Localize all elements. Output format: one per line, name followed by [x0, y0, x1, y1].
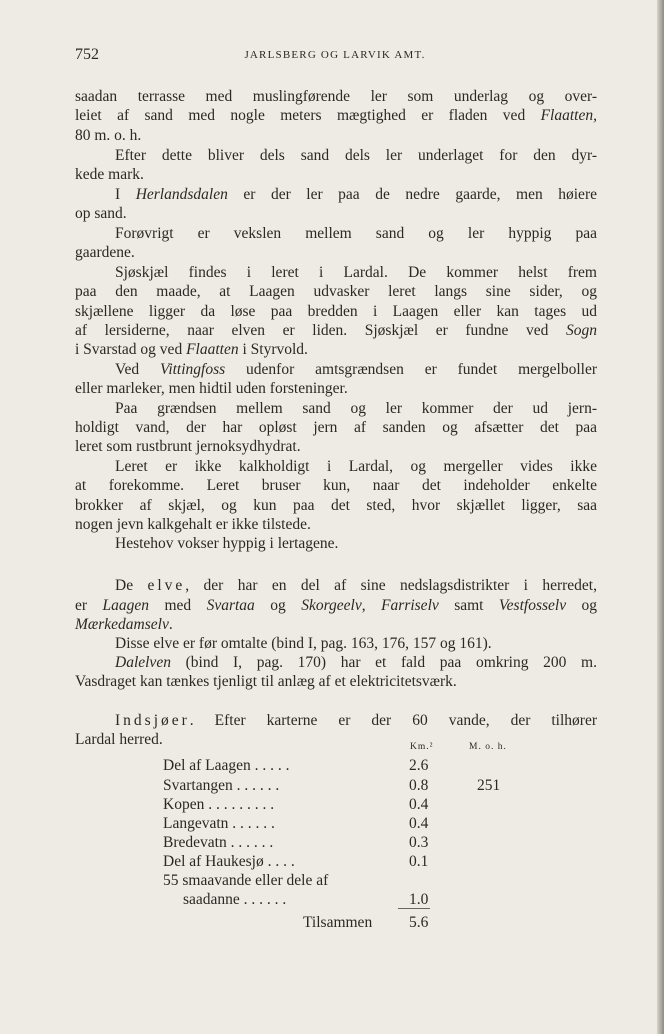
text-segment: gaardene. [75, 244, 135, 261]
text-line [75, 225, 597, 243]
text-segment: . [168, 616, 173, 633]
text-segment: 80 m. o. h. [75, 127, 142, 144]
text-line [75, 477, 597, 495]
table-row [163, 757, 603, 776]
text-segment: Dalelven [115, 654, 171, 671]
text-segment: Sogn [566, 322, 597, 339]
page-number: 752 [75, 46, 99, 63]
table-row [163, 815, 603, 834]
lake-name: Bredevatn . . . . . . [163, 834, 274, 851]
text-segment: eller marleker, men hidtil uden forsteninger. [75, 380, 348, 397]
text-segment: Lardal herred. [75, 731, 163, 748]
lake-name: saadanne . . . . . . [183, 891, 287, 908]
total-km2: 5.6 [409, 914, 429, 931]
text-segment: Svartaa [206, 597, 255, 614]
text-line [75, 107, 597, 125]
text-segment: udenfor amtsgrændsen er fundet mergelboller [225, 361, 598, 378]
text-line [75, 147, 597, 165]
text-line [75, 127, 597, 145]
lake-area: 0.4 [409, 815, 429, 832]
text-line [75, 635, 597, 653]
text-segment: elve [147, 577, 186, 594]
text-segment: af lersiderne, naar elven er liden. Sjøskjæl er fundne ved [75, 322, 566, 339]
text-line [75, 438, 597, 456]
table-row [163, 796, 603, 815]
text-line [75, 535, 597, 553]
text-segment: Disse elve er før omtalte (bind I, pag. 163, 176, 157 og 161). [115, 635, 492, 652]
text-line [75, 577, 597, 595]
text-segment: I [115, 186, 136, 203]
table-total-row [163, 914, 603, 933]
text-segment: i Styrvold. [238, 341, 308, 358]
column-header-moh: M. o. h. [469, 742, 507, 752]
lake-area: 0.1 [409, 853, 429, 870]
text-line [75, 303, 597, 321]
text-line [75, 497, 597, 515]
text-segment: kede mark. [75, 166, 144, 183]
text-line [75, 597, 597, 615]
table-row [163, 853, 603, 872]
text-line [75, 516, 597, 534]
text-segment: Leret er ikke kalkholdigt i Lardal, og mergeller vides ikke [115, 458, 597, 475]
text-segment: Vittingfoss [160, 361, 226, 378]
text-segment: leret som rustbrunt jernoksydhydrat. [75, 438, 301, 455]
text-line [75, 205, 597, 223]
text-segment: Flaatten [186, 341, 239, 358]
column-header-km2: Km.² [410, 742, 434, 752]
lake-name: 55 smaavande eller dele af [163, 872, 329, 889]
lake-name: Del af Laagen . . . . . [163, 757, 290, 774]
lake-name: Svartangen . . . . . . [163, 777, 280, 794]
text-segment: med [149, 597, 207, 614]
running-title: JARLSBERG OG LARVIK AMT. [244, 49, 426, 61]
text-segment: (bind I, pag. 170) har et fald paa omkring 200 m. [170, 654, 597, 671]
table-row [163, 872, 603, 891]
table-row [163, 834, 603, 853]
text-segment: og [566, 597, 598, 614]
text-segment: De [115, 577, 148, 594]
text-segment: Efter dette bliver dels sand dels ler underlaget for den dyr- [115, 147, 597, 164]
lake-area: 0.3 [409, 834, 429, 851]
text-segment: leiet af sand med nogle meters mægtighed er fladen ved [75, 107, 541, 124]
text-segment: er [75, 597, 103, 614]
text-line [75, 380, 597, 398]
text-segment: at forekomme. Leret bruser kun, naar det indeholder enkelte [75, 477, 597, 494]
text-line [75, 654, 597, 672]
lake-area: 1.0 [409, 891, 429, 908]
text-line [75, 712, 597, 730]
page-header [75, 46, 595, 66]
text-segment: Herlandsdalen [135, 186, 228, 203]
lake-name: Kopen . . . . . . . . . [163, 796, 275, 813]
text-line [75, 186, 597, 204]
text-segment: op sand. [75, 205, 127, 222]
text-line [75, 166, 597, 184]
text-segment: skjællene ligger da løse paa bredden i Laagen eller kan tages ud [75, 303, 597, 320]
text-segment: Flaatten, [540, 107, 597, 124]
lake-area: 0.4 [409, 796, 429, 813]
text-segment: Vestfosselv [498, 597, 567, 614]
text-segment: Forøvrigt er vekslen mellem sand og ler hyppig paa [115, 225, 597, 242]
text-segment: Hestehov vokser hyppig i lertagene. [115, 535, 339, 552]
text-segment: . Efter karterne er der 60 vande, der tilhører [189, 712, 597, 729]
text-line [75, 361, 597, 379]
text-segment: paa den maade, at Laagen udvasker leret langs sine sider, og [75, 283, 597, 300]
lake-area: 2.6 [409, 757, 429, 774]
text-line [75, 616, 597, 634]
lake-elevation: 251 [477, 777, 501, 794]
text-segment: , der har en del af sine nedslagsdistrikter i herredet, [185, 577, 597, 594]
table-row [163, 891, 603, 910]
text-segment: Mærkedamselv [75, 616, 169, 633]
text-segment: Farriselv [381, 597, 439, 614]
text-segment: nogen jevn kalkgehalt er ikke tilstede. [75, 516, 311, 533]
text-line [75, 419, 597, 437]
text-segment: Sjøskjæl findes i leret i Lardal. De kommer helst frem [115, 264, 597, 281]
table-row [163, 777, 603, 796]
text-segment: Laagen [102, 597, 149, 614]
text-segment: Vasdraget kan tænkes tjenligt til anlæg af et elektricitetsværk. [75, 673, 457, 690]
text-segment: i Svarstad og ved [75, 341, 187, 358]
sum-rule [398, 908, 430, 909]
text-segment: er der ler paa de nedre gaarde, men høiere [227, 186, 597, 203]
text-line [75, 400, 597, 418]
text-line [75, 458, 597, 476]
lake-area: 0.8 [409, 777, 429, 794]
text-line [75, 264, 597, 282]
text-line [75, 322, 597, 340]
text-segment: samt [438, 597, 499, 614]
text-segment: holdigt vand, der har opløst jern af sanden og afsætter det paa [75, 419, 597, 436]
text-segment: Indsjøer [115, 712, 190, 729]
text-line [75, 731, 597, 749]
lake-name: Del af Haukesjø . . . . [163, 853, 295, 870]
text-line [75, 341, 597, 359]
text-line [75, 88, 597, 106]
text-segment: Ved [115, 361, 160, 378]
page-edge [657, 0, 664, 1034]
text-segment: brokker af skjæl, og kun paa det sted, hvor skjællet ligger, saa [75, 497, 597, 514]
text-segment: Skorgeelv [301, 597, 362, 614]
text-line [75, 283, 597, 301]
text-line [75, 673, 597, 691]
text-segment: Paa grændsen mellem sand og ler kommer der ud jern- [115, 400, 597, 417]
text-segment: og [254, 597, 302, 614]
text-line [75, 244, 597, 262]
lake-name: Langevatn . . . . . . [163, 815, 275, 832]
text-segment: saadan terrasse med muslingførende ler som underlag og over- [75, 88, 597, 105]
total-label: Tilsammen [303, 914, 373, 931]
text-segment: , [361, 597, 382, 614]
